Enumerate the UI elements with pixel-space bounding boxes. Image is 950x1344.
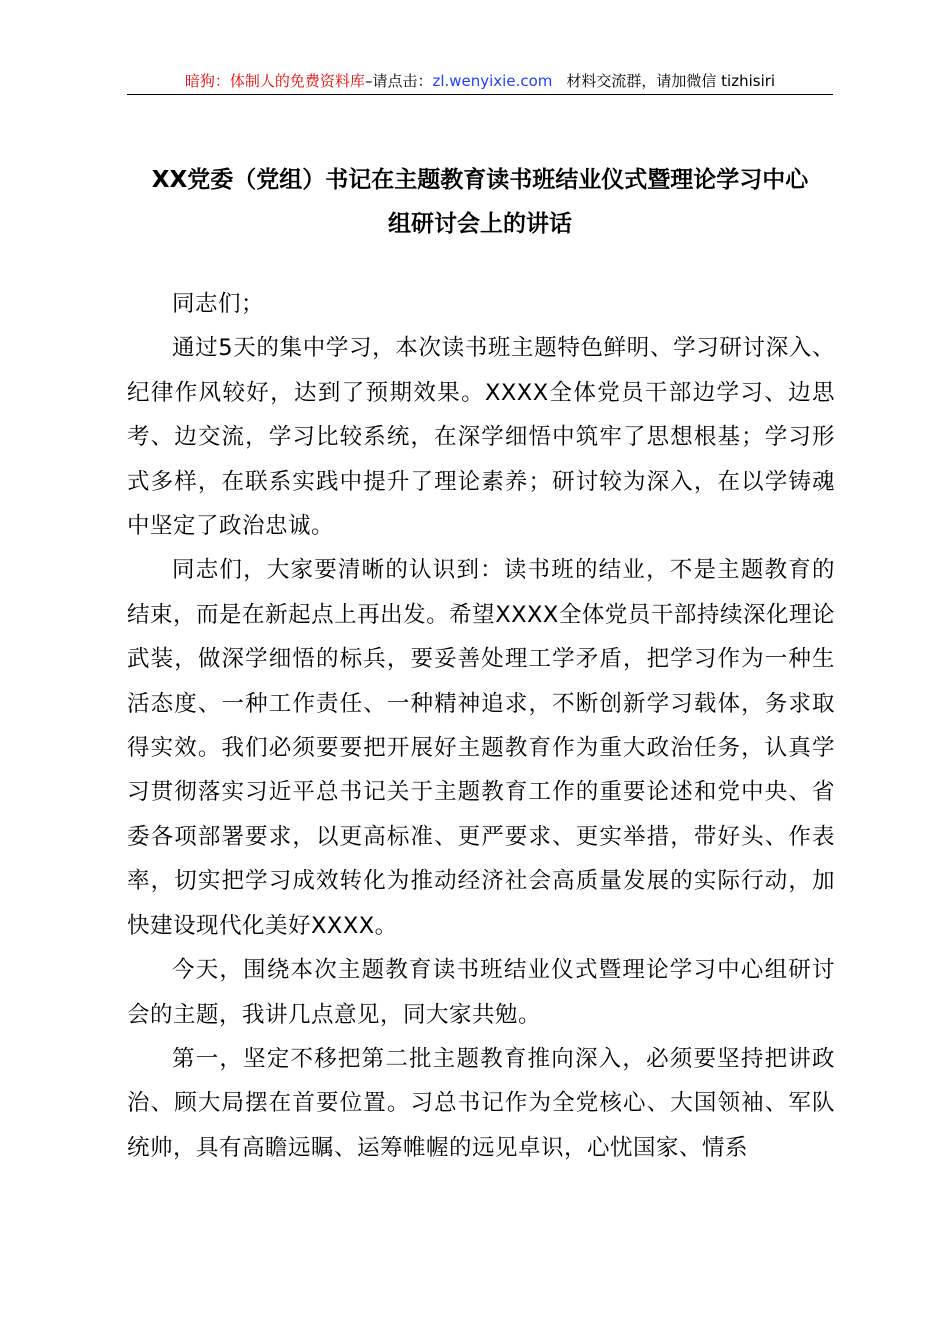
header-brand: 暗狗：体制人的免费资料库 [184, 72, 365, 90]
title-line-2: 组研讨会上的讲话 [388, 211, 572, 237]
title-line-1: XX党委（党组）书记在主题教育读书班结业仪式暨理论学习中心 [151, 167, 809, 193]
salutation: 同志们； [172, 291, 265, 317]
page-header [127, 68, 833, 95]
header-url-link[interactable]: zl.wenyixie.com [432, 72, 553, 90]
document-body [127, 282, 835, 1170]
paragraph: 同志们，大家要清晰的认识到：读书班的结业，不是主题教育的结束，而是在新起点上再出发。希望XXXX全体党员干部持续深化理论武装，做深学细悟的标兵，要妥善处理工学矛盾，把学习作为一种生活态度、一种工作责任、一种精神追求，不断创新学习载体，务求取得实效。我们必须要要把开展好主题教育作为重大政治任务，认真学习贯彻落实习近平总书记关于主题教育工作的重要论述和党中央、省委各项部署要求，以更高标准、更严要求、更实举措，带好头、作表率，切实把学习成效转化为推动经济社会高质量发展的实际行动，加快建设现代化美好XXXX。 [127, 557, 835, 939]
paragraph: 今天，围绕本次主题教育读书班结业仪式暨理论学习中心组研讨会的主题，我讲几点意见，同大家共勉。 [127, 957, 835, 1028]
paragraph: 第一，坚定不移把第二批主题教育推向深入，必须要坚持把讲政治、顾大局摆在首要位置。习总书记作为全党核心、大国领袖、军队统帅，具有高瞻远瞩、运筹帷幄的远见卓识，心忧国家、情系 [127, 1045, 835, 1161]
document-title [127, 158, 833, 246]
header-link-prompt: –请点击： [364, 72, 433, 90]
header-contact: 材料交流群，请加微信 tizhisiri [566, 72, 776, 90]
paragraph: 通过5天的集中学习，本次读书班主题特色鲜明、学习研讨深入、纪律作风较好，达到了预期效果。XXXX全体党员干部边学习、边思考、边交流，学习比较系统，在深学细悟中筑牢了思想根基；学习形式多样，在联系实践中提升了理论素养；研讨较为深入，在以学铸魂中坚定了政治忠诚。 [127, 335, 835, 540]
